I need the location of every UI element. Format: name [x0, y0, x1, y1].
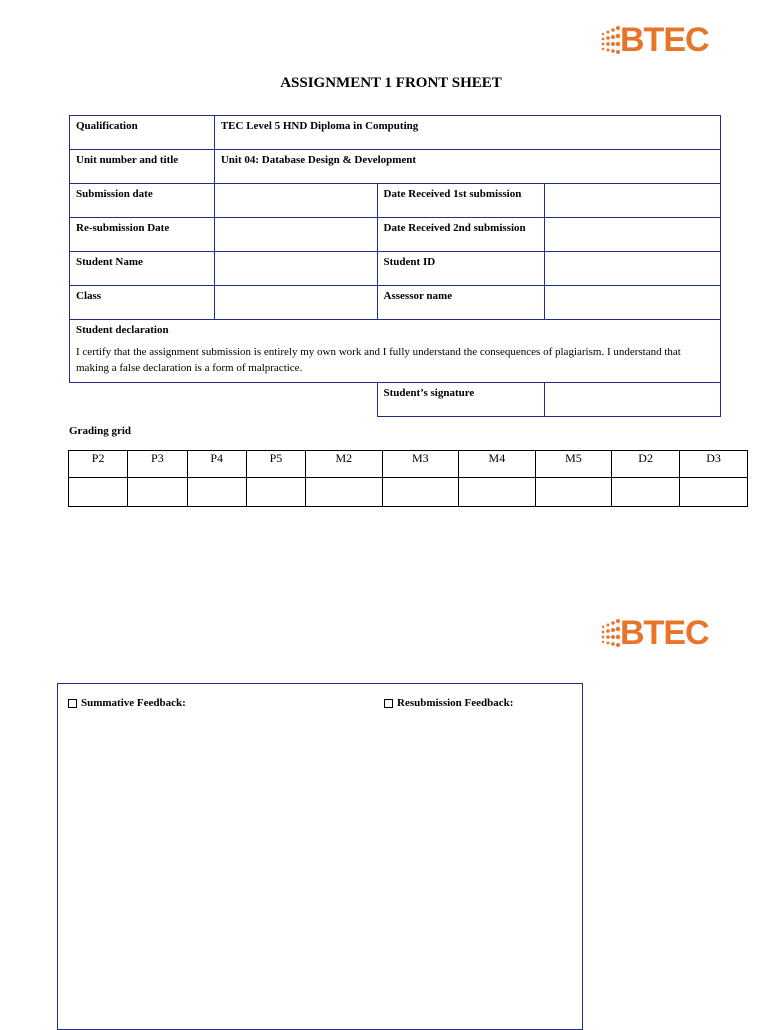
grade-cell[interactable] — [128, 478, 187, 507]
grade-header: M4 — [459, 451, 536, 478]
feedback-box — [57, 683, 583, 1030]
btec-logo — [600, 614, 709, 655]
checkbox-icon[interactable] — [68, 699, 77, 708]
grade-cell[interactable] — [187, 478, 246, 507]
declaration-cell — [70, 320, 721, 383]
logo-text: BTEC — [620, 614, 709, 652]
unit-value: Unit 04: Database Design & Development — [214, 150, 720, 184]
front-sheet-table — [69, 115, 721, 417]
grade-cell[interactable] — [612, 478, 680, 507]
signature-field[interactable] — [545, 383, 721, 417]
table-row — [70, 320, 721, 383]
date-received-1-label: Date Received 1st submission — [377, 184, 545, 218]
class-label: Class — [70, 286, 215, 320]
dots-icon — [600, 22, 622, 62]
grade-cell[interactable] — [382, 478, 459, 507]
resubmission-feedback-label: Resubmission Feedback: — [397, 697, 514, 709]
date-received-1-field[interactable] — [545, 184, 721, 218]
grade-header: M2 — [306, 451, 383, 478]
table-row — [70, 116, 721, 150]
blank-cell — [70, 383, 378, 417]
table-row — [70, 286, 721, 320]
qualification-value: TEC Level 5 HND Diploma in Computing — [214, 116, 720, 150]
resubmission-date-label: Re-submission Date — [70, 218, 215, 252]
table-row — [70, 218, 721, 252]
grade-cell[interactable] — [246, 478, 305, 507]
table-row — [70, 252, 721, 286]
grade-header: M3 — [382, 451, 459, 478]
grade-header: P4 — [187, 451, 246, 478]
date-received-2-label: Date Received 2nd submission — [377, 218, 545, 252]
grading-grid-label: Grading grid — [69, 425, 132, 437]
grade-header: P5 — [246, 451, 305, 478]
table-row — [70, 150, 721, 184]
grading-header-row — [69, 451, 748, 478]
qualification-label: Qualification — [70, 116, 215, 150]
signature-label: Student’s signature — [377, 383, 545, 417]
assessor-field[interactable] — [545, 286, 721, 320]
btec-logo — [600, 21, 709, 62]
student-id-field[interactable] — [545, 252, 721, 286]
submission-date-label: Submission date — [70, 184, 215, 218]
grade-header: M5 — [535, 451, 612, 478]
grade-cell[interactable] — [459, 478, 536, 507]
logo-text: BTEC — [620, 21, 709, 59]
table-row — [70, 383, 721, 417]
grade-cell[interactable] — [306, 478, 383, 507]
checkbox-icon[interactable] — [384, 699, 393, 708]
page-title: ASSIGNMENT 1 FRONT SHEET — [280, 75, 502, 91]
resubmission-feedback[interactable] — [384, 697, 513, 709]
grade-cell[interactable] — [69, 478, 128, 507]
student-id-label: Student ID — [377, 252, 545, 286]
grade-header: D2 — [612, 451, 680, 478]
summative-feedback-label: Summative Feedback: — [81, 697, 186, 709]
grade-header: P3 — [128, 451, 187, 478]
declaration-text: I certify that the assignment submission is entirely my own work and I fully understand the consequences of plagiarism. I understand that making a false declaration is a form of malpractice. — [76, 346, 681, 374]
grading-value-row — [69, 478, 748, 507]
date-received-2-field[interactable] — [545, 218, 721, 252]
class-field[interactable] — [214, 286, 377, 320]
unit-label: Unit number and title — [70, 150, 215, 184]
assessor-label: Assessor name — [377, 286, 545, 320]
student-name-field[interactable] — [214, 252, 377, 286]
student-name-label: Student Name — [70, 252, 215, 286]
resubmission-date-field[interactable] — [214, 218, 377, 252]
grade-cell[interactable] — [535, 478, 612, 507]
dots-icon — [600, 615, 622, 655]
table-row — [70, 184, 721, 218]
grade-header: D3 — [680, 451, 748, 478]
grading-grid — [68, 450, 748, 507]
declaration-title: Student declaration — [76, 324, 169, 336]
summative-feedback[interactable] — [68, 697, 186, 709]
grade-cell[interactable] — [680, 478, 748, 507]
grade-header: P2 — [69, 451, 128, 478]
submission-date-field[interactable] — [214, 184, 377, 218]
